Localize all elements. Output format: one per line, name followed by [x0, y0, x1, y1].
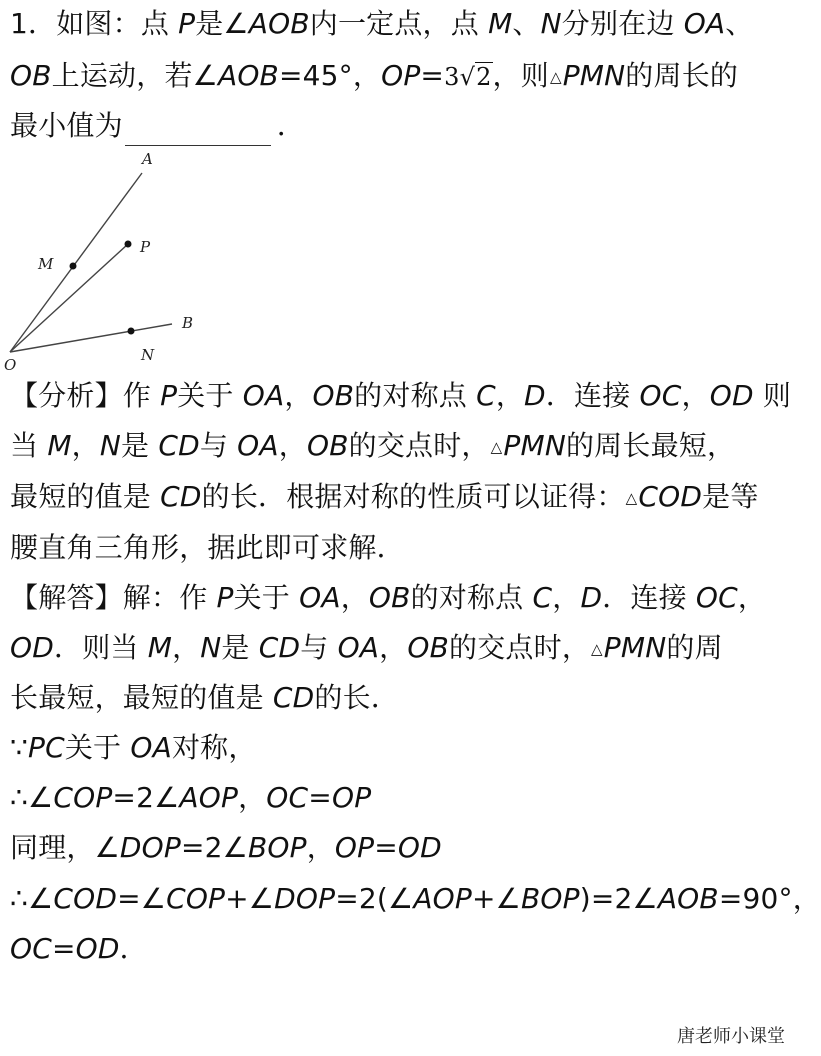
solution-line-5: ∴∠COP=2∠AOP，OC=OP: [10, 781, 372, 814]
analysis-line-1: 【分析】作 P关于 OA，OB的对称点 C，D．连接 OC，OD 则: [10, 379, 792, 412]
geometry-figure: [0, 146, 230, 376]
problem-line-2: OB上运动，若∠AOB=45°，OP=3√2，则△PMN的周长的: [10, 59, 739, 92]
analysis-line-4: 腰直角三角形，据此即可求解．: [10, 531, 405, 564]
solution-line-3: 长最短，最短的值是 CD的长．: [10, 681, 400, 714]
analysis-line-3: 最短的值是 CD的长．根据对称的性质可以证得：△COD是等: [10, 480, 759, 513]
answer-blank: [125, 115, 271, 146]
solution-line-7: ∴∠COD=∠COP+∠DOP=2(∠AOP+∠BOP)=2∠AOB=90°，: [10, 882, 821, 915]
ray-OA: [10, 173, 142, 352]
point-P: [125, 241, 132, 248]
sqrt-expression: 3√2: [444, 63, 492, 91]
label-P: P: [140, 238, 151, 256]
solution-line-8: OC=OD．: [10, 932, 148, 965]
solution-line-1: 【解答】解：作 P关于 OA，OB的对称点 C，D．连接 OC，: [10, 581, 767, 614]
point-N: [128, 328, 135, 335]
solution-line-6: 同理，∠DOP=2∠BOP，OP=OD: [10, 831, 442, 864]
analysis-line-2: 当 M，N是 CD与 OA，OB的交点时，△PMN的周长最短，: [10, 429, 736, 462]
solution-line-2: OD．则当 M，N是 CD与 OA，OB的交点时，△PMN的周: [10, 631, 723, 664]
label-A: A: [142, 150, 153, 168]
ray-OP: [10, 244, 128, 352]
label-N: N: [141, 346, 155, 364]
problem-line-1: 1．如图：点 P是∠AOB内一定点，点 M、N分别在边 OA、: [10, 7, 754, 40]
label-O: O: [4, 356, 17, 374]
solution-line-4: ∵PC关于 OA对称，: [10, 731, 257, 764]
watermark: 唐老师小课堂: [677, 1026, 785, 1047]
point-M: [70, 263, 77, 270]
label-M: M: [38, 255, 54, 273]
label-B: B: [182, 314, 194, 332]
problem-line-3: 最小值为 ．: [10, 106, 787, 146]
